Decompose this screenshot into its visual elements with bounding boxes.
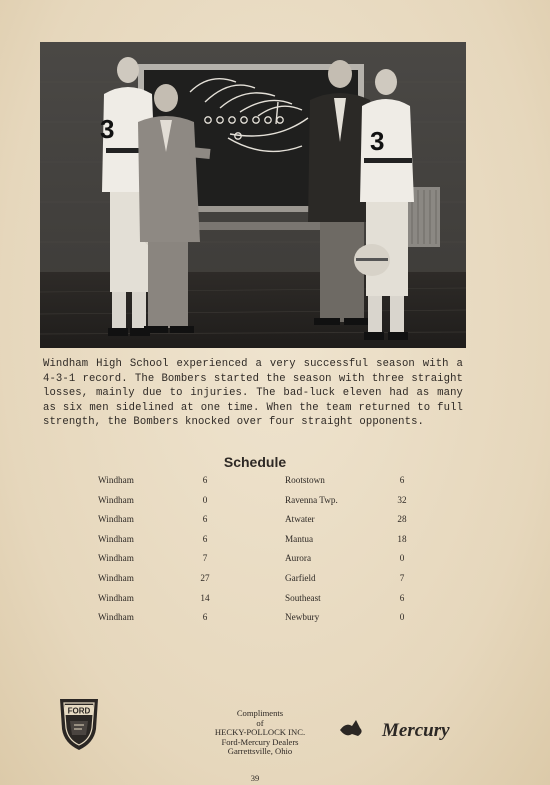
schedule-row bbox=[98, 475, 428, 495]
schedule-row bbox=[98, 514, 428, 534]
schedule-title: Schedule bbox=[223, 454, 287, 470]
sponsor-line: Ford-Mercury Dealers bbox=[221, 736, 299, 747]
team-photo bbox=[40, 42, 466, 348]
team-name: Windham bbox=[98, 592, 134, 603]
sponsor-line: Garrettsville, Ohio bbox=[227, 746, 293, 757]
mercury-logo-text: Mercury bbox=[382, 720, 450, 741]
schedule-table bbox=[98, 475, 428, 632]
opponent-score: 7 bbox=[399, 572, 405, 583]
opponent-score: 0 bbox=[399, 612, 405, 623]
team-score: 0 bbox=[202, 494, 208, 505]
team-name: Windham bbox=[98, 533, 134, 544]
opponent-score: 18 bbox=[397, 533, 407, 544]
svg-text:3: 3 bbox=[100, 114, 115, 144]
opponent-score: 32 bbox=[397, 494, 407, 505]
opponent-name: Ravenna Twp. bbox=[285, 494, 338, 505]
opponent-name: Garfield bbox=[285, 572, 316, 583]
team-score: 6 bbox=[202, 533, 208, 544]
opponent-score: 6 bbox=[399, 475, 405, 485]
opponent-name: Southeast bbox=[285, 592, 321, 603]
ford-logo-text: FORD bbox=[67, 706, 91, 716]
schedule-row bbox=[98, 553, 428, 573]
opponent-name: Rootstown bbox=[285, 475, 325, 485]
sponsor-line: HECKY-POLLOCK INC. bbox=[214, 727, 306, 738]
opponent-score: 28 bbox=[397, 514, 407, 525]
opponent-name: Newbury bbox=[285, 612, 320, 623]
sponsor-line: Compliments bbox=[236, 708, 284, 718]
opponent-name: Mantua bbox=[285, 533, 314, 544]
schedule-row bbox=[98, 495, 428, 515]
team-score: 6 bbox=[202, 475, 208, 485]
team-score: 14 bbox=[200, 592, 210, 603]
team-name: Windham bbox=[98, 572, 134, 583]
team-score: 6 bbox=[202, 612, 208, 623]
photo-caption: Windham High School experienced a very successful season with a 4-3-1 record. The Bombers started the season with three straight losses, mainly due to injuries. The bad-luck eleven had as many as six men sidelined at one time. When the team returned to full strength, the Bombers knocked over four straight opponents. bbox=[43, 358, 463, 429]
team-score: 6 bbox=[202, 514, 208, 525]
opponent-score: 0 bbox=[399, 553, 405, 564]
team-name: Windham bbox=[98, 514, 134, 525]
sponsor-line: of bbox=[256, 717, 264, 728]
sponsor-block bbox=[205, 709, 315, 757]
opponent-name: Aurora bbox=[285, 553, 312, 564]
mercury-logo-icon bbox=[338, 712, 450, 751]
schedule-row bbox=[98, 534, 428, 554]
team-name: Windham bbox=[98, 475, 134, 485]
page-number: 39 bbox=[250, 773, 260, 783]
team-name: Windham bbox=[98, 494, 134, 505]
ford-logo-icon bbox=[56, 695, 102, 758]
team-name: Windham bbox=[98, 553, 134, 564]
opponent-name: Atwater bbox=[285, 514, 315, 525]
opponent-score: 6 bbox=[399, 592, 405, 603]
team-score: 7 bbox=[202, 553, 208, 564]
schedule-row bbox=[98, 612, 428, 632]
svg-text:3: 3 bbox=[370, 126, 385, 156]
team-score: 27 bbox=[200, 572, 210, 583]
schedule-row bbox=[98, 573, 428, 593]
team-name: Windham bbox=[98, 612, 134, 623]
schedule-row bbox=[98, 593, 428, 613]
